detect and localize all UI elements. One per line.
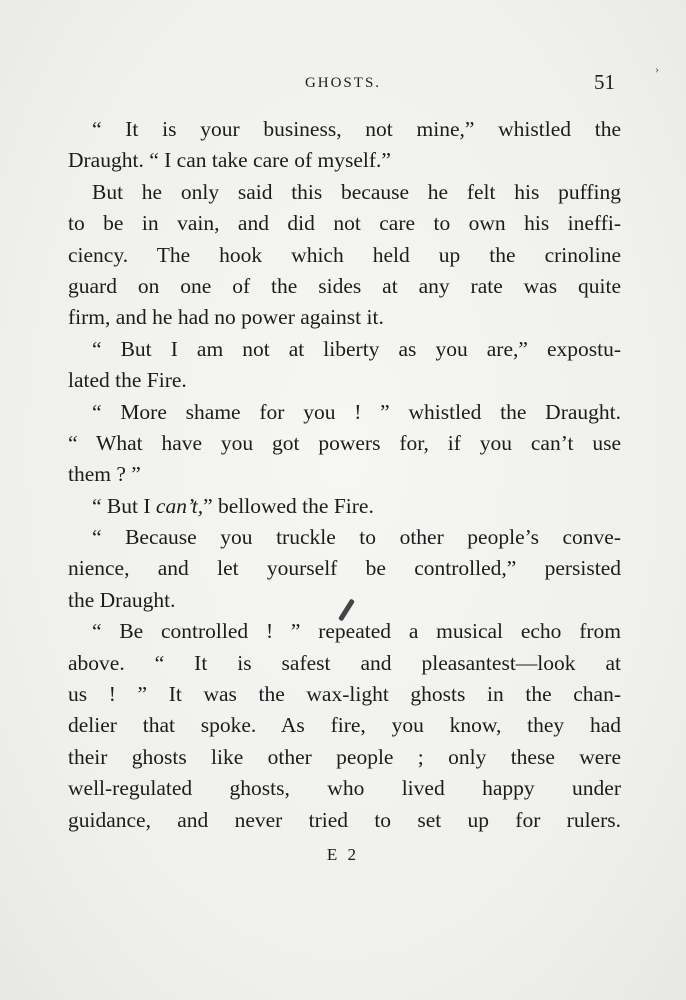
text-line: well-regulated ghosts, who lived happy under [68,776,621,801]
text-line: “ It is your business, not mine,” whistled the [92,117,621,141]
text-line: lated the Fire. [68,368,187,393]
page-number: 51 [594,70,615,94]
body-text [68,114,621,836]
text-line: us ! ” It was the wax-light ghosts in the chan- [68,682,621,707]
text-line: them ? ” [68,462,141,487]
running-header: GHOSTS. [304,75,382,91]
text-line: “ More shame for you ! ” whistled the Draught. [92,399,621,424]
text-line: But he only said this because he felt his puffing [92,179,621,204]
text-line: “ Be controlled ! ” repeated a musical echo from [92,619,621,644]
text-line: “ What have you got powers for, if you can’t use [68,430,621,455]
text-line: to be in vain, and did not care to own his ineffi- [68,211,621,236]
text-line: guidance, and never tried to set up for rulers. [68,807,621,832]
text-line: ciency. The hook which held up the crinoline [68,242,621,267]
page-edge-mark: › [655,62,659,76]
text-line: delier that spoke. As fire, you know, they had [68,713,621,738]
printer-signature: E 2 [326,845,360,864]
text-line: guard on one of the sides at any rate was quite [68,273,621,298]
text-line: above. “ It is safest and pleasantest—look at [68,650,621,675]
text-line: “ But I am not at liberty as you are,” expostu- [92,336,621,361]
text-line: firm, and he had no power against it. [68,305,384,330]
text-line: “ But I can’t,” bellowed the Fire. [92,493,374,518]
text-line: the Draught. [68,587,176,612]
text-line: their ghosts like other people ; only these were [68,744,621,769]
text-line: Draught. “ I can take care of myself.” [68,148,391,173]
text-line: “ Because you truckle to other people’s conve- [92,525,621,550]
text-line: nience, and let yourself be controlled,” persisted [68,556,621,581]
